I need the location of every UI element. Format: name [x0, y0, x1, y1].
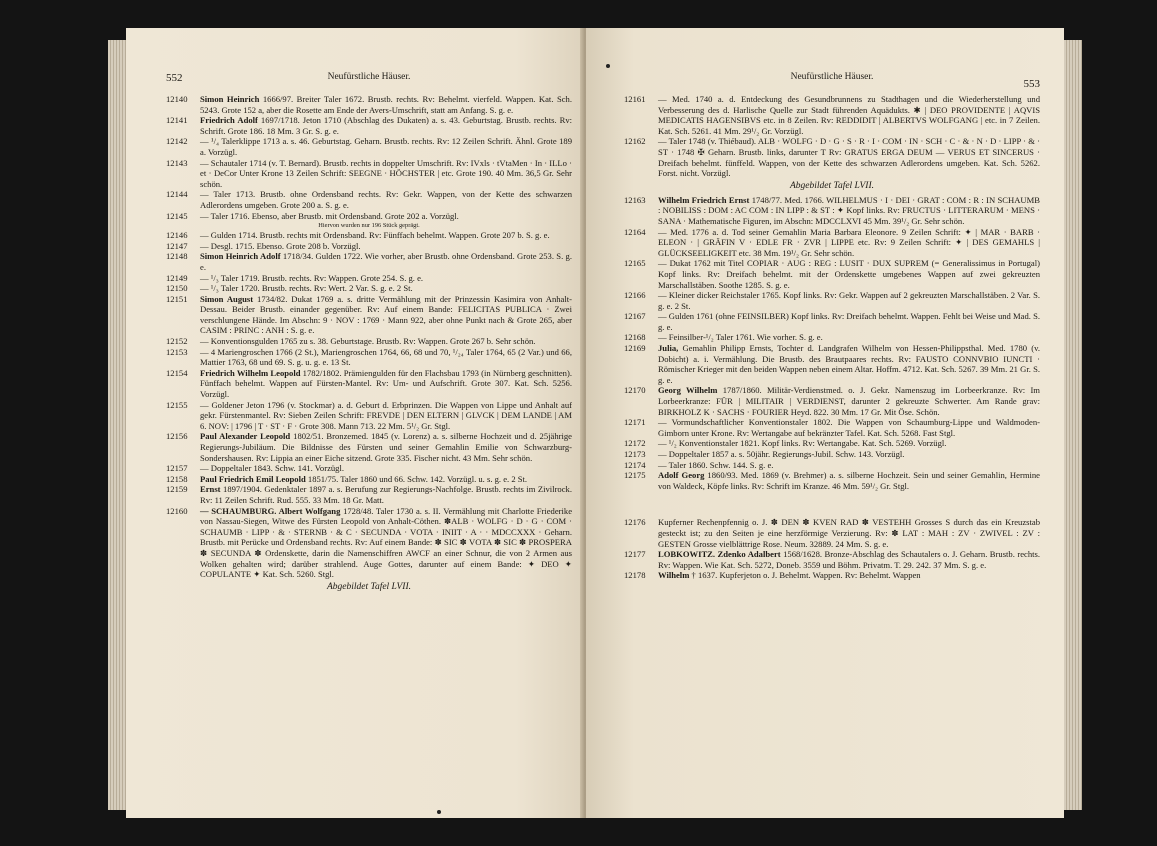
entry-ruler-name: Simon August: [200, 293, 254, 304]
entry-text: [200, 347, 572, 368]
entry-text: [658, 570, 1040, 581]
right-entries-b: [624, 195, 1040, 492]
entry-number: 12161: [624, 94, 646, 104]
entry-description: — Taler 1860. Schw. 144. S. g. e.: [658, 459, 774, 470]
entry-number: 12154: [166, 367, 188, 378]
entry-description: — Taler 1713. Brustb. ohne Ordensband rechts. Rv: Gekr. Wappen, von der Kette des schwarzen Adlerordens umgeben. Grote 200 a. S. g. e.: [200, 189, 572, 210]
entry-description: — Doppeltaler 1857 a. s. 50jähr. Regierungs-Jubil. Schw. 143. Vorzügl.: [658, 449, 905, 459]
entry-number: 12157: [166, 463, 188, 474]
entry-description: — Feinsilber-¹/₂ Taler 1761. Wie vorher. S. g. e.: [658, 332, 823, 343]
catalog-entry: [624, 549, 1040, 570]
entry-description: 1718/34. Gulden 1722. Wie vorher, aber Brustb. ohne Ordensband. Grote 253. S. g. e.: [200, 251, 573, 272]
right-page: [586, 28, 1064, 818]
page-mark-dot: [606, 64, 610, 68]
entry-description: — Taler 1748 (v. Thiébaud). ALB · WOLFG · D · G · S · R · I · COM · IN · SCH · C · & · N · D · LIPP · & · ST · 1748 ✠ Geharn. Brustb. links, darunter T Rv: GRATUS ERGA DEUM — VERUS ET SINCERUS · Dreifach behelmt. fünffeld. Wappen, von der Kette des schwarzen Adlerordens umgeben. Kat. Sch. 5262. Forst. nicht. Vorzügl.: [658, 136, 1040, 179]
entry-description: Kupferner Rechenpfennig o. J. ✽ DEN ✽ KVEN RAD ✽ VESTEHH Grosses S durch das ein Kreuzstab gesteckt ist; zu den Seiten je eine herzförmige Verzierung. Rv: ✽ LAT : MAH : ZV · ZWIVEL : ZV : GESTEN Grosse vielblättrige Rose. Neum. 32889. 24 Mm. S. g. e.: [658, 517, 1040, 549]
left-page-edge: [108, 40, 126, 810]
entry-description: — Kleiner dicker Reichstaler 1765. Kopf links. Rv: Gekr. Wappen auf 2 gekreuzten Marschallstäben. 2 Var. S. g. e. 2 St.: [658, 290, 1040, 311]
catalog-entry: [624, 311, 1040, 332]
entry-text: [200, 94, 572, 115]
entry-ruler-name: Ernst: [200, 484, 221, 495]
catalog-entry: [166, 347, 572, 368]
catalog-entry: [166, 241, 572, 252]
entry-text: [200, 484, 572, 505]
catalog-entry: [166, 431, 572, 463]
entry-number: 12164: [624, 226, 646, 237]
catalog-entry: [624, 417, 1040, 438]
entry-text: [658, 438, 1040, 449]
catalog-entry: [166, 283, 572, 294]
entry-text: [200, 336, 572, 347]
entry-number: 12159: [166, 484, 188, 495]
entry-number: 12168: [624, 332, 646, 343]
left-page-number: 552: [166, 72, 183, 84]
entry-number: 12175: [624, 470, 646, 481]
entry-description: — Konventionsgulden 1765 zu s. 38. Geburtstage. Brustb. Rv: Wappen. Grote 267 b. Sehr schön.: [200, 336, 536, 347]
entry-number: 12143: [166, 157, 188, 168]
catalog-entry: [166, 273, 572, 284]
entry-ruler-name: Julia,: [658, 343, 679, 354]
entry-description: — ¹/₄ Talerklippe 1713 a. s. 46. Geburtstag. Geharn. Brustb. rechts. Rv: 12 Zeilen Schrift. Ähnl. Grote 189 a. Vorzügl.: [200, 136, 572, 157]
catalog-entry: [166, 189, 572, 210]
entry-description: 1851/75. Taler 1860 und 66. Schw. 142. Vorzügl. u. s. g. e. 2 St.: [305, 473, 528, 484]
entry-number: 12142: [166, 136, 188, 147]
entry-description: — Doppeltaler 1843. Schw. 141. Vorzügl.: [200, 463, 345, 474]
entry-text: [658, 290, 1040, 311]
entry-text: [658, 311, 1040, 332]
entry-description: — Gulden 1761 (ohne FEINSILBER) Kopf links. Rv: Dreifach behelmt. Wappen. Fehlt bei Weise und Mad. S. g. e.: [658, 311, 1040, 332]
entry-number: 12149: [166, 272, 188, 283]
catalog-entry: [166, 506, 572, 580]
entry-text: [200, 251, 572, 272]
entry-ruler-name: Wilhelm Friedrich Ernst: [658, 194, 750, 205]
section-gap: [624, 491, 1040, 517]
entry-number: 12153: [166, 346, 188, 357]
entry-number: 12145: [166, 210, 188, 221]
entry-ruler-name: Friedrich Wilhelm Leopold: [200, 367, 301, 378]
entry-text: [658, 460, 1040, 471]
catalog-entry: [624, 385, 1040, 417]
right-entries-c: [624, 517, 1040, 581]
catalog-entry: [624, 258, 1040, 290]
entry-text: [200, 506, 572, 580]
entry-text: [200, 474, 572, 485]
catalog-entry: [166, 400, 572, 432]
entry-ruler-name: Wilhelm: [658, 570, 690, 581]
left-header: [166, 72, 572, 88]
entry-description: — Med. 1740 a. d. Entdeckung des Gesundbrunnens zu Stadthagen und die Wiederherstellung und Verbesserung des d. Harlische Quelle zur Stadt führenden Aquädukts. ✱ | DEO PROVIDENTE | AQVIS MEDICATIS HAGENSIBVS etc. in 8 Zeilen. Rv: REDDIDIT | ALBERTVS WOLFGANG | etc. in 7 Zeilen. Kat. Sch. 5261. 41 Mm. 29¹/₂ Gr. Vorzügl.: [658, 94, 1040, 136]
entry-text: [658, 227, 1040, 259]
catalog-entry: [624, 570, 1040, 581]
entry-text: [658, 517, 1040, 549]
entry-text: [658, 332, 1040, 343]
entry-number: 12178: [624, 570, 646, 581]
entry-description: — ¹/₃ Taler 1720. Brustb. rechts. Rv: Wert. 2 Var. S. g. e. 2 St.: [200, 283, 413, 294]
entry-text: [658, 449, 1040, 460]
right-entries-a: [624, 94, 1040, 179]
entry-text: [658, 136, 1040, 178]
entry-number: 12173: [624, 449, 646, 459]
entry-description: 1860/93. Med. 1869 (v. Brehmer) a. s. silberne Hochzeit. Sein und seiner Gemahlin, Hermine von Waldeck, Köpfe links. Rv: Schrift im Kranze. 46 Mm. 59¹/₂ Gr. Stgl.: [658, 470, 1040, 491]
entry-description: — Desgl. 1715. Ebenso. Grote 208 b. Vorzügl.: [200, 240, 361, 251]
catalog-entry: [624, 460, 1040, 471]
entry-text: [200, 400, 572, 432]
catalog-entry: [624, 517, 1040, 549]
catalog-entry: [624, 343, 1040, 385]
entry-text: [200, 294, 572, 336]
catalog-entry: [624, 195, 1040, 227]
entry-number: 12147: [166, 240, 188, 251]
entry-description: — Dukat 1762 mit Titel COPIAR · AUG : REG : LUSIT · DUX SUPREM (= Generalissimus in Portugal) Kopf links. Rv: Dreifach behelmt. mit der Ordenskette umgebenes Wappen auf zwei gekreuzten Marschallstäben. Soothe 1285. S. g. e.: [658, 258, 1040, 290]
entry-text: [200, 211, 572, 222]
catalog-entry: [624, 136, 1040, 178]
entry-number: 12151: [166, 293, 188, 304]
entry-description: 1802/51. Bronzemed. 1845 (v. Lorenz) a. s. silberne Hochzeit und d. 25jährige Regierungs-Jubiläum. Die Bildnisse des Fürsten und seiner Gemahlin Emilie von Schwarzburg-Sondershausen. Rv: Lippia an einer Eiche sitzend. Grote 335. Fischer nicht. 43 Mm. Sehr schön.: [200, 431, 572, 463]
entry-text: [658, 258, 1040, 290]
entry-number: 12144: [166, 189, 188, 200]
entry-text: [658, 343, 1040, 385]
catalog-entry: [166, 94, 572, 115]
entry-ruler-name: Paul Friedrich Emil Leopold: [200, 473, 306, 484]
entry-description: — Med. 1776 a. d. Tod seiner Gemahlin Maria Barbara Eleonore. 9 Zeilen Schrift: ✦ | MAR · BARB · ELEON · | GRÄFIN V · EDLE FR · ZVR | LIPPE etc. Rv: 9 Zeilen Schrift: ✦ | DES GEMAHLS | GLÜCKSEELIGKEIT etc. 38 Mm. 19¹/₂ Gr. Sehr schön.: [658, 226, 1040, 258]
entry-text: [200, 283, 572, 294]
catalog-entry: [166, 474, 572, 485]
entry-description: 1787/1860. Militär-Verdienstmed. o. J. Gekr. Namenszug im Lorbeerkranze. Rv: Im Lorbeerkranze: FÜR | MILITAIR | VERDIENST, darunter 2 gekreuzte Schwerter. Am Rande grav: BIRKHOLZ K · SACHS · FOURIER Heyd. 822. 30 Mm. 17 Gr. Mit Öse. Schön.: [658, 385, 1040, 417]
entry-ruler-name: LOBKOWITZ. Zdenko Adalbert: [658, 549, 781, 560]
entry-text: [200, 158, 572, 190]
catalog-entry: [166, 251, 572, 272]
entry-number: 12166: [624, 290, 646, 301]
catalog-entry: [624, 449, 1040, 460]
entry-ruler-name: Paul Alexander Leopold: [200, 431, 291, 442]
right-caption: Abgebildet Tafel LVII.: [790, 180, 874, 191]
entry-text: [658, 470, 1040, 491]
catalog-entry: [166, 294, 572, 336]
page-mark-dot: [437, 810, 441, 814]
entry-number: 12160: [166, 505, 188, 516]
entry-number: 12163: [624, 194, 646, 205]
entry-text: [200, 273, 572, 284]
right-page-edge: [1064, 40, 1082, 810]
left-page: [126, 28, 584, 818]
catalog-entry: [166, 158, 572, 190]
entry-description: 1897/1904. Gedenktaler 1897 a. s. Berufung zur Regierungs-Nachfolge. Brustb. rechts im Zivilrock. Rv: 11 Zeilen Schrift. Rud. 555. 33 Mm. 18 Gr. Matt.: [200, 484, 572, 505]
entry-number: 12174: [624, 459, 646, 470]
entry-number: 12176: [624, 517, 646, 528]
entry-description: — Schautaler 1714 (v. T. Bernard). Brustb. rechts in doppelter Umschrift. Rv: IVxls · tVtaMen · In · ILLo · et · DeCor Unter Krone 13 Zeilen Schrift: SEEGNE · HÖCHSTER | etc. Grote 190. 40 Mm. 36,5 Gr. Sehr schön.: [200, 157, 572, 189]
catalog-entry: [166, 484, 572, 505]
catalog-entry: [624, 94, 1040, 136]
entry-description: 1782/1802. Prämiengulden für den Flachsbau 1793 (in Nürnberg geschnitten). Fünffach behelmt. Wappen auf Fürsten-Mantel. Rv: Um- und Aufschrift. Grote 307. Kat. Sch. 5256. Vorzügl.: [200, 367, 572, 400]
catalog-entry: [166, 115, 572, 136]
entry-description: 1568/1628. Bronze-Abschlag des Schautalers o. J. Geharn. Brustb. rechts. Rv: Wappen. Wie Kat. Sch. 5272, Doneb. 3559 und Böhm. Privatm. T. 29. 242. 37 Mm. S. g. e.: [658, 549, 1041, 570]
catalog-entry: [624, 332, 1040, 343]
entry-description: — ¹/₃ Taler 1719. Brustb. rechts. Rv: Wappen. Grote 254. S. g. e.: [200, 272, 424, 283]
entry-text: [200, 189, 572, 210]
entry-description: — Vormundschaftlicher Konventionstaler 1802. Die Wappen von Schaumburg-Lippe und Waldmoden-Gimborn unter Krone. Rv: Wertangabe auf bekränzter Tafel. Kat. Sch. 5268. Fast Stgl.: [658, 417, 1040, 438]
catalog-entry: [166, 463, 572, 474]
entry-text: [658, 385, 1040, 417]
entry-number: 12152: [166, 336, 188, 347]
entry-text: [658, 417, 1040, 438]
entry-number: 12148: [166, 251, 188, 262]
catalog-entry: [624, 438, 1040, 449]
entry-text: [658, 94, 1040, 136]
left-entries: [166, 94, 572, 580]
entry-text: [200, 431, 572, 463]
entry-text: [200, 368, 572, 400]
entry-number: 12140: [166, 94, 188, 104]
entry-ruler-name: Adolf Georg: [658, 470, 705, 481]
entry-number: 12165: [624, 258, 646, 269]
entry-ruler-name: Simon Heinrich Adolf: [200, 251, 281, 262]
entry-text: [200, 463, 572, 474]
entry-number: 12167: [624, 311, 646, 322]
entry-number: 12172: [624, 438, 646, 449]
entry-number: 12155: [166, 399, 188, 410]
entry-description: — Gulden 1714. Brustb. rechts mit Ordensband. Rv: Fünffach behelmt. Wappen. Grote 207 b. S. g. e.: [200, 230, 550, 241]
left-running-title: Neufürstliche Häuser.: [327, 72, 411, 82]
entry-description: — Goldener Jeton 1796 (v. Stockmar) a. d. Geburt d. Erbprinzen. Die Wappen von Lippe und Anhalt auf gekr. Fürstenmantel. Rv: Sieben Zeilen Schrift: FREVDE | DEN ELTERN | GLVCK | DEM LANDE | AM 6. NOV: | 1796 | T · ST · F · Grote 308. Mann 713. 22 Mm. 5¹/₂ Gr. Stgl.: [200, 399, 572, 431]
entry-text: [658, 549, 1040, 570]
right-header: [624, 72, 1040, 88]
entry-ruler-name: Simon Heinrich: [200, 94, 260, 104]
entry-number: 12141: [166, 115, 188, 126]
catalog-entry: [166, 211, 572, 222]
entry-ruler-name: — SCHAUMBURG. Albert Wolfgang: [200, 505, 341, 516]
left-caption: Abgebildet Tafel LVII.: [327, 581, 411, 592]
entry-text: [200, 230, 572, 241]
entry-description: † 1637. Kupferjeton o. J. Behelmt. Wappen. Rv: Behelmt. Wappen: [689, 570, 921, 581]
entry-number: 12156: [166, 431, 188, 442]
entry-number: 12162: [624, 136, 646, 147]
catalog-entry: [624, 290, 1040, 311]
entry-description: 1734/82. Dukat 1769 a. s. dritte Vermählung mit der Prinzessin Kasimira von Anhalt-Dessau. Beider Brustb. einander gegenüber. Rv: Auf einem Bande: FELICITAS PUBLICA · Zwei verschlungene Hände. Im Abschn: 9 · NOV : 1769 · Mann 922, aber ohne Punkt nach & Grote 265, aber CASIM : PRINC : ANH : S. g. e.: [200, 293, 572, 336]
entry-description: 1666/97. Breiter Taler 1672. Brustb. rechts. Rv: Behelmt. vierfeld. Wappen. Kat. Sch. 5243. Grote 152 a, aber die Rosette am Ende der Avers-Umschrift, statt am Anfang. S. g. e.: [200, 94, 572, 115]
entry-description: — ¹/₂ Konventionstaler 1821. Kopf links. Rv: Wertangabe. Kat. Sch. 5269. Vorzügl.: [658, 438, 947, 449]
catalog-entry: [166, 230, 572, 241]
catalog-entry: [166, 368, 572, 400]
entry-description: Gemahlin Philipp Ernsts, Tochter d. Landgrafen Wilhelm von Hessen-Philippsthal. Med. 1780 (v. Dobicht) a. i. Vermählung. Die Brustb. des Brautpaares rechts. Rv: FAUSTO CONNVBIO IUNCTI · Römischer Krieger mit den beiden Wappen neben einem Altar. Hoffm. 4712. Kat. Sch. 5267. 39 Mm. 21 Gr. S. g. e.: [658, 343, 1040, 385]
entry-number: 12169: [624, 343, 646, 354]
entry-text: [200, 241, 572, 252]
catalog-entry: [624, 470, 1040, 491]
entry-ruler-name: Friedrich Adolf: [200, 115, 258, 126]
entry-number: 12177: [624, 549, 646, 560]
entry-number: 12146: [166, 230, 188, 241]
catalog-entry: [166, 336, 572, 347]
entry-description: — Taler 1716. Ebenso, aber Brustb. mit Ordensband. Grote 202 a. Vorzügl.: [200, 210, 459, 221]
entry-description: 1748/77. Med. 1766. WILHELMUS · I · DEI · GRAT : COM : R : IN SCHAUMB : NOBILISS : DOM : AC COM : IN LIPP : & ST : ✦ Kopf links. Rv: FRUCTUS · LITTERARUM · MENS · SANA · Mathematische Figuren, im Abschn: MDCCLXVI 45 Mm. 39¹/₂ Gr. Sehr schön.: [658, 194, 1040, 226]
entry-description: 1697/1718. Jeton 1710 (Abschlag des Dukaten) a. s. 43. Geburtstag. Brustb. rechts. Rv: Schrift. Grote 186. 18 Mm. 3 Gr. S. g. e.: [200, 115, 573, 136]
right-page-number: 553: [1023, 78, 1040, 90]
entry-text: [200, 136, 572, 157]
catalog-entry: [624, 227, 1040, 259]
entry-ruler-name: Georg Wilhelm: [658, 385, 718, 396]
entry-description: 1728/48. Taler 1730 a. s. II. Vermählung mit Charlotte Friederike von Nassau-Siegen, Witwe des Fürsten Leopold von Anhalt-Cöthen. ✽ALB · WOLFG · D · G · COM · SCHAUMB · LIPP · & · STERNB · & C · SECUNDA · VOTA · INIIT · A · · MDCCXXX · Geharn. Brustb. mit Perücke und Ordensband rechts. Rv: Auf einem Bande: ✽ SIC ✽ VOTA ✽ SIC ✽ PROSPERA ✽ SECUNDA ✽ Ordenskette, darin die Namenschiffren AWCF an einer Schnur, die von 2 Armen aus Wolken gehalten wird; darüber strahlend. Auge Gottes, darunter auf einem Bande: ✦ DEO ✦ COPULANTE ✦ Kat. Sch. 5260. Stgl.: [200, 505, 573, 580]
entry-text: [200, 115, 572, 136]
entry-note: Hiervon wurden nur 196 Stück geprägt.: [318, 222, 420, 230]
entry-description: — 4 Mariengroschen 1766 (2 St.), Mariengroschen 1764, 66, 68 und 70, ¹/₂₄ Taler 1764, 65 (2 Var.) und 66, Mattier 1763, 68 und 69. S. g. u. g. e. 13 St.: [200, 346, 572, 368]
entry-number: 12171: [624, 417, 646, 428]
entry-number: 12150: [166, 283, 188, 294]
catalog-entry: [166, 136, 572, 157]
right-running-title: Neufürstliche Häuser.: [790, 72, 874, 82]
entry-text: [658, 195, 1040, 227]
entry-number: 12158: [166, 473, 188, 484]
entry-number: 12170: [624, 385, 646, 396]
